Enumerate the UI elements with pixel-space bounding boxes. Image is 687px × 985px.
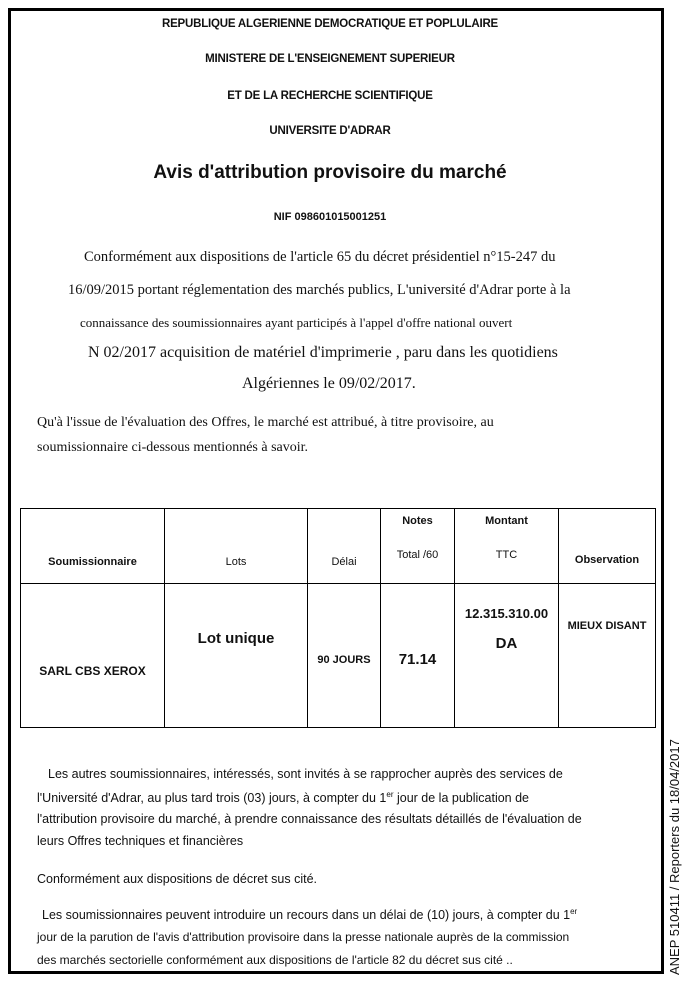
header-montant: Montant TTC [455, 509, 559, 584]
header-observation: Observation [559, 509, 656, 584]
result-intro-line-2: soumissionnaire ci-dessous mentionnés à savoir. [37, 440, 309, 455]
header-notes: Notes Total /60 [381, 509, 455, 584]
cell-delai: 90 JOURS [308, 584, 381, 728]
header-delai: Délai [308, 509, 381, 584]
republic-heading: REPUBLIQUE ALGERIENNE DEMOCRATIQUE ET POPLULAIRE [161, 18, 499, 30]
paragraph-1-line-4: leurs Offres techniques et financières [37, 834, 244, 848]
cell-lots: Lot unique [165, 584, 308, 728]
notice-title: Avis d'attribution provisoire du marché [153, 162, 507, 183]
cell-observation: MIEUX DISANT [559, 584, 656, 728]
paragraph-2: Conformément aux dispositions de décret sus cité. [37, 872, 317, 886]
cell-soumissionnaire: SARL CBS XEROX [21, 584, 165, 728]
results-table [20, 508, 656, 728]
publication-reference: ANEP 510411 / Reporters du 18/04/2017 [667, 739, 682, 975]
paragraph-1-line-2: l'Université d'Adrar, au plus tard trois (03) jours, à compter du 1er jour de la publication de [37, 790, 530, 806]
paragraph-1-line-1: Les autres soumissionnaires, intéressés, sont invités à se rapprocher auprès des services de [48, 767, 563, 781]
paragraph-3-line-3: des marchés sectorielle conformément aux dispositions de l'article 82 du décret sus cité .. [37, 953, 513, 967]
header-soumissionnaire: Soumissionnaire [21, 509, 165, 584]
research-heading: ET DE LA RECHERCHE SCIENTIFIQUE [227, 90, 433, 102]
university-heading: UNIVERSITE D'ADRAR [269, 125, 391, 137]
paragraph-3-line-1: Les soumissionnaires peuvent introduire un recours dans un délai de (10) jours, à compter du 1er [42, 907, 578, 923]
cell-note: 71.14 [381, 584, 455, 728]
ministry-heading: MINISTERE DE L'ENSEIGNEMENT SUPERIEUR [205, 53, 455, 65]
intro-line-5: Algériennes le 09/02/2017. [242, 375, 416, 392]
cell-montant: 12.315.310.00 DA [455, 584, 559, 728]
paragraph-1-line-3: l'attribution provisoire du marché, à prendre connaissance des résultats détaillés de l'évaluation de [37, 812, 582, 826]
intro-line-2: 16/09/2015 portant réglementation des marchés publics, L'université d'Adrar porte à la [68, 282, 571, 298]
intro-line-1: Conformément aux dispositions de l'article 65 du décret présidentiel n°15-247 du [84, 249, 556, 265]
intro-line-4: N 02/2017 acquisition de matériel d'imprimerie , paru dans les quotidiens [88, 344, 558, 361]
intro-line-3: connaissance des soumissionnaires ayant participés à l'appel d'offre national ouvert [80, 315, 513, 330]
header-lots: Lots [165, 509, 308, 584]
document-frame [8, 8, 664, 974]
nif-number: NIF 098601015001251 [273, 211, 387, 223]
result-intro-line-1: Qu'à l'issue de l'évaluation des Offres, le marché est attribué, à titre provisoire, au [37, 415, 494, 430]
paragraph-3-line-2: jour de la parution de l'avis d'attribution provisoire dans la presse nationale auprès de la commission [37, 930, 570, 944]
